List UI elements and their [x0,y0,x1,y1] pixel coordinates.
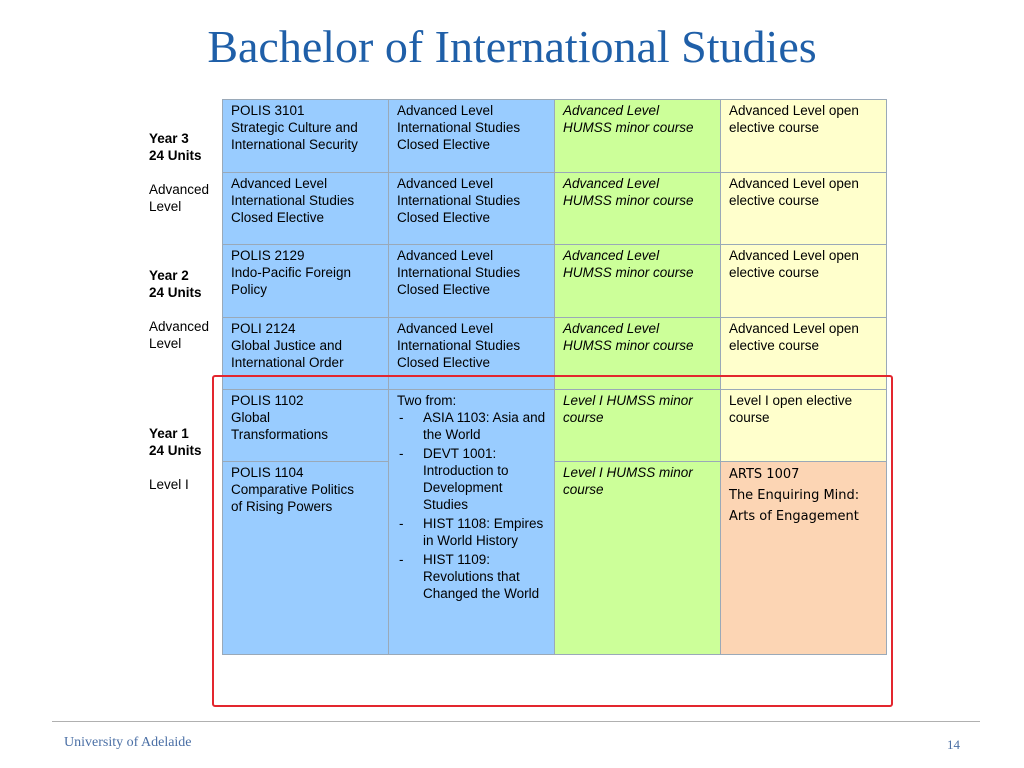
grid-row [223,173,887,245]
list-item: - HIST 1108: Empires in World History [397,515,546,549]
cell-arts-course: ARTS 1007 The Enquiring Mind: Arts of Engagement [721,462,887,655]
list-item: - DEVT 1001: Introduction to Development Studies [397,445,546,513]
year2-level-line1: Advanced [149,319,210,334]
cell-core-course: POLIS 1104 Comparative Politics of Rising Powers [223,462,389,655]
cell-core-course: POLIS 3101 Strategic Culture and International Security [223,100,389,173]
cell-closed-elective: Advanced Level International Studies Closed Elective [389,318,555,390]
footer-institution: University of Adelaide [64,735,192,750]
grid-row [223,100,887,173]
year1-title: Year 1 [149,426,189,441]
cell-humss-minor: Level I HUMSS minor course [555,390,721,462]
page-title: Bachelor of International Studies [207,21,817,72]
page-number: 14 [947,737,960,752]
year2-level-line2: Level [149,336,182,351]
year1-level: Level I [149,477,189,492]
grid-row [223,245,887,318]
year3-units: 24 Units [149,148,202,163]
footer-divider [52,721,980,722]
two-from-heading: Two from: [397,393,457,408]
cell-closed-elective: Advanced Level International Studies Closed Elective [389,173,555,245]
year3-label [149,130,209,215]
year3-title: Year 3 [149,131,189,146]
cell-open-elective: Advanced Level open elective course [721,245,887,318]
cell-closed-elective: Advanced Level International Studies Closed Elective [389,245,555,318]
cell-humss-minor: Level I HUMSS minor course [555,462,721,655]
cell-humss-minor: Advanced Level HUMSS minor course [555,173,721,245]
cell-core-course: POLI 2124 Global Justice and International Order [223,318,389,390]
cell-open-elective: Advanced Level open elective course [721,318,887,390]
list-item: - ASIA 1103: Asia and the World [397,409,546,443]
year3-level-line1: Advanced [149,182,210,197]
year3-level-line2: Level [149,199,182,214]
year1-units: 24 Units [149,443,202,458]
year2-label [149,267,209,352]
cell-core-course: POLIS 1102 Global Transformations [223,390,389,462]
cell-humss-minor: Advanced Level HUMSS minor course [555,100,721,173]
cell-humss-minor: Advanced Level HUMSS minor course [555,318,721,390]
cell-closed-elective: Advanced Level International Studies Closed Elective [389,100,555,173]
list-item: - HIST 1109: Revolutions that Changed the World [397,551,546,602]
cell-open-elective: Level I open elective course [721,390,887,462]
cell-closed-elective: Advanced Level International Studies Closed Elective [223,173,389,245]
cell-humss-minor: Advanced Level HUMSS minor course [555,245,721,318]
cell-open-elective: Advanced Level open elective course [721,173,887,245]
cell-open-elective: Advanced Level open elective course [721,100,887,173]
cell-core-course: POLIS 2129 Indo-Pacific Foreign Policy [223,245,389,318]
year1-highlight-box [212,375,893,707]
year2-units: 24 Units [149,285,202,300]
year1-label [149,425,202,493]
year2-title: Year 2 [149,268,189,283]
